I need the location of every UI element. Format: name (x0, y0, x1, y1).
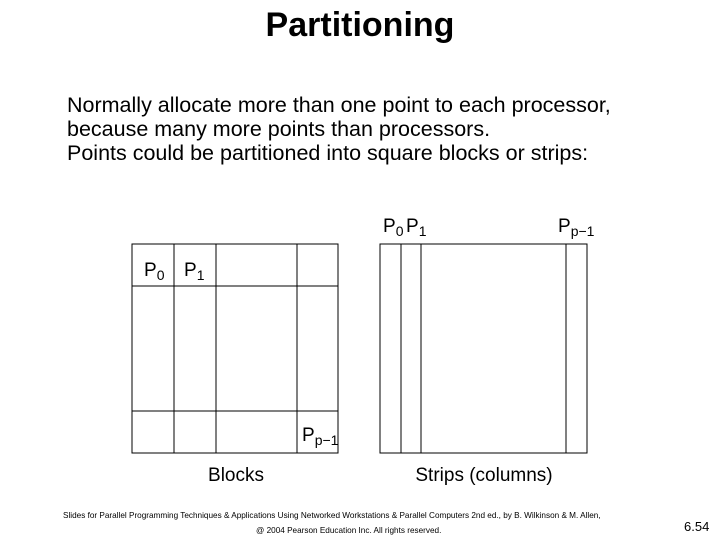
body-line-2: because many more points than processors. (67, 117, 491, 141)
strips-label-p1: $P_1$ (406, 216, 427, 239)
strips-caption: Strips (columns) (415, 465, 553, 486)
footer-copyright: @ 2004 Pearson Education Inc. All rights reserved. (256, 526, 442, 535)
body-line-3: Points could be partitioned into square blocks or strips: (67, 141, 589, 165)
blocks-label-p1: $P_1$ (184, 260, 205, 283)
blocks-label-plast: $P_{p-1}$ (302, 425, 339, 448)
page-number: 6.54 (684, 519, 710, 534)
blocks-diagram (132, 244, 339, 486)
blocks-label-p0: $P_0$ (144, 260, 165, 283)
body-line-1: Normally allocate more than one point to each processor, (67, 93, 611, 117)
blocks-caption: Blocks (208, 465, 264, 486)
footer-credit: Slides for Parallel Programming Techniques & Applications Using Networked Workstations & Parallel Computers 2nd ed., by B. Wilkinson & M. Allen, (63, 511, 601, 520)
strips-diagram (380, 216, 595, 486)
strips-label-plast: $P_{p-1}$ (558, 216, 595, 239)
strips-outer-square (380, 244, 587, 453)
slide-title: Partitioning (265, 6, 455, 44)
strips-label-p0: $P_0$ (383, 216, 404, 239)
